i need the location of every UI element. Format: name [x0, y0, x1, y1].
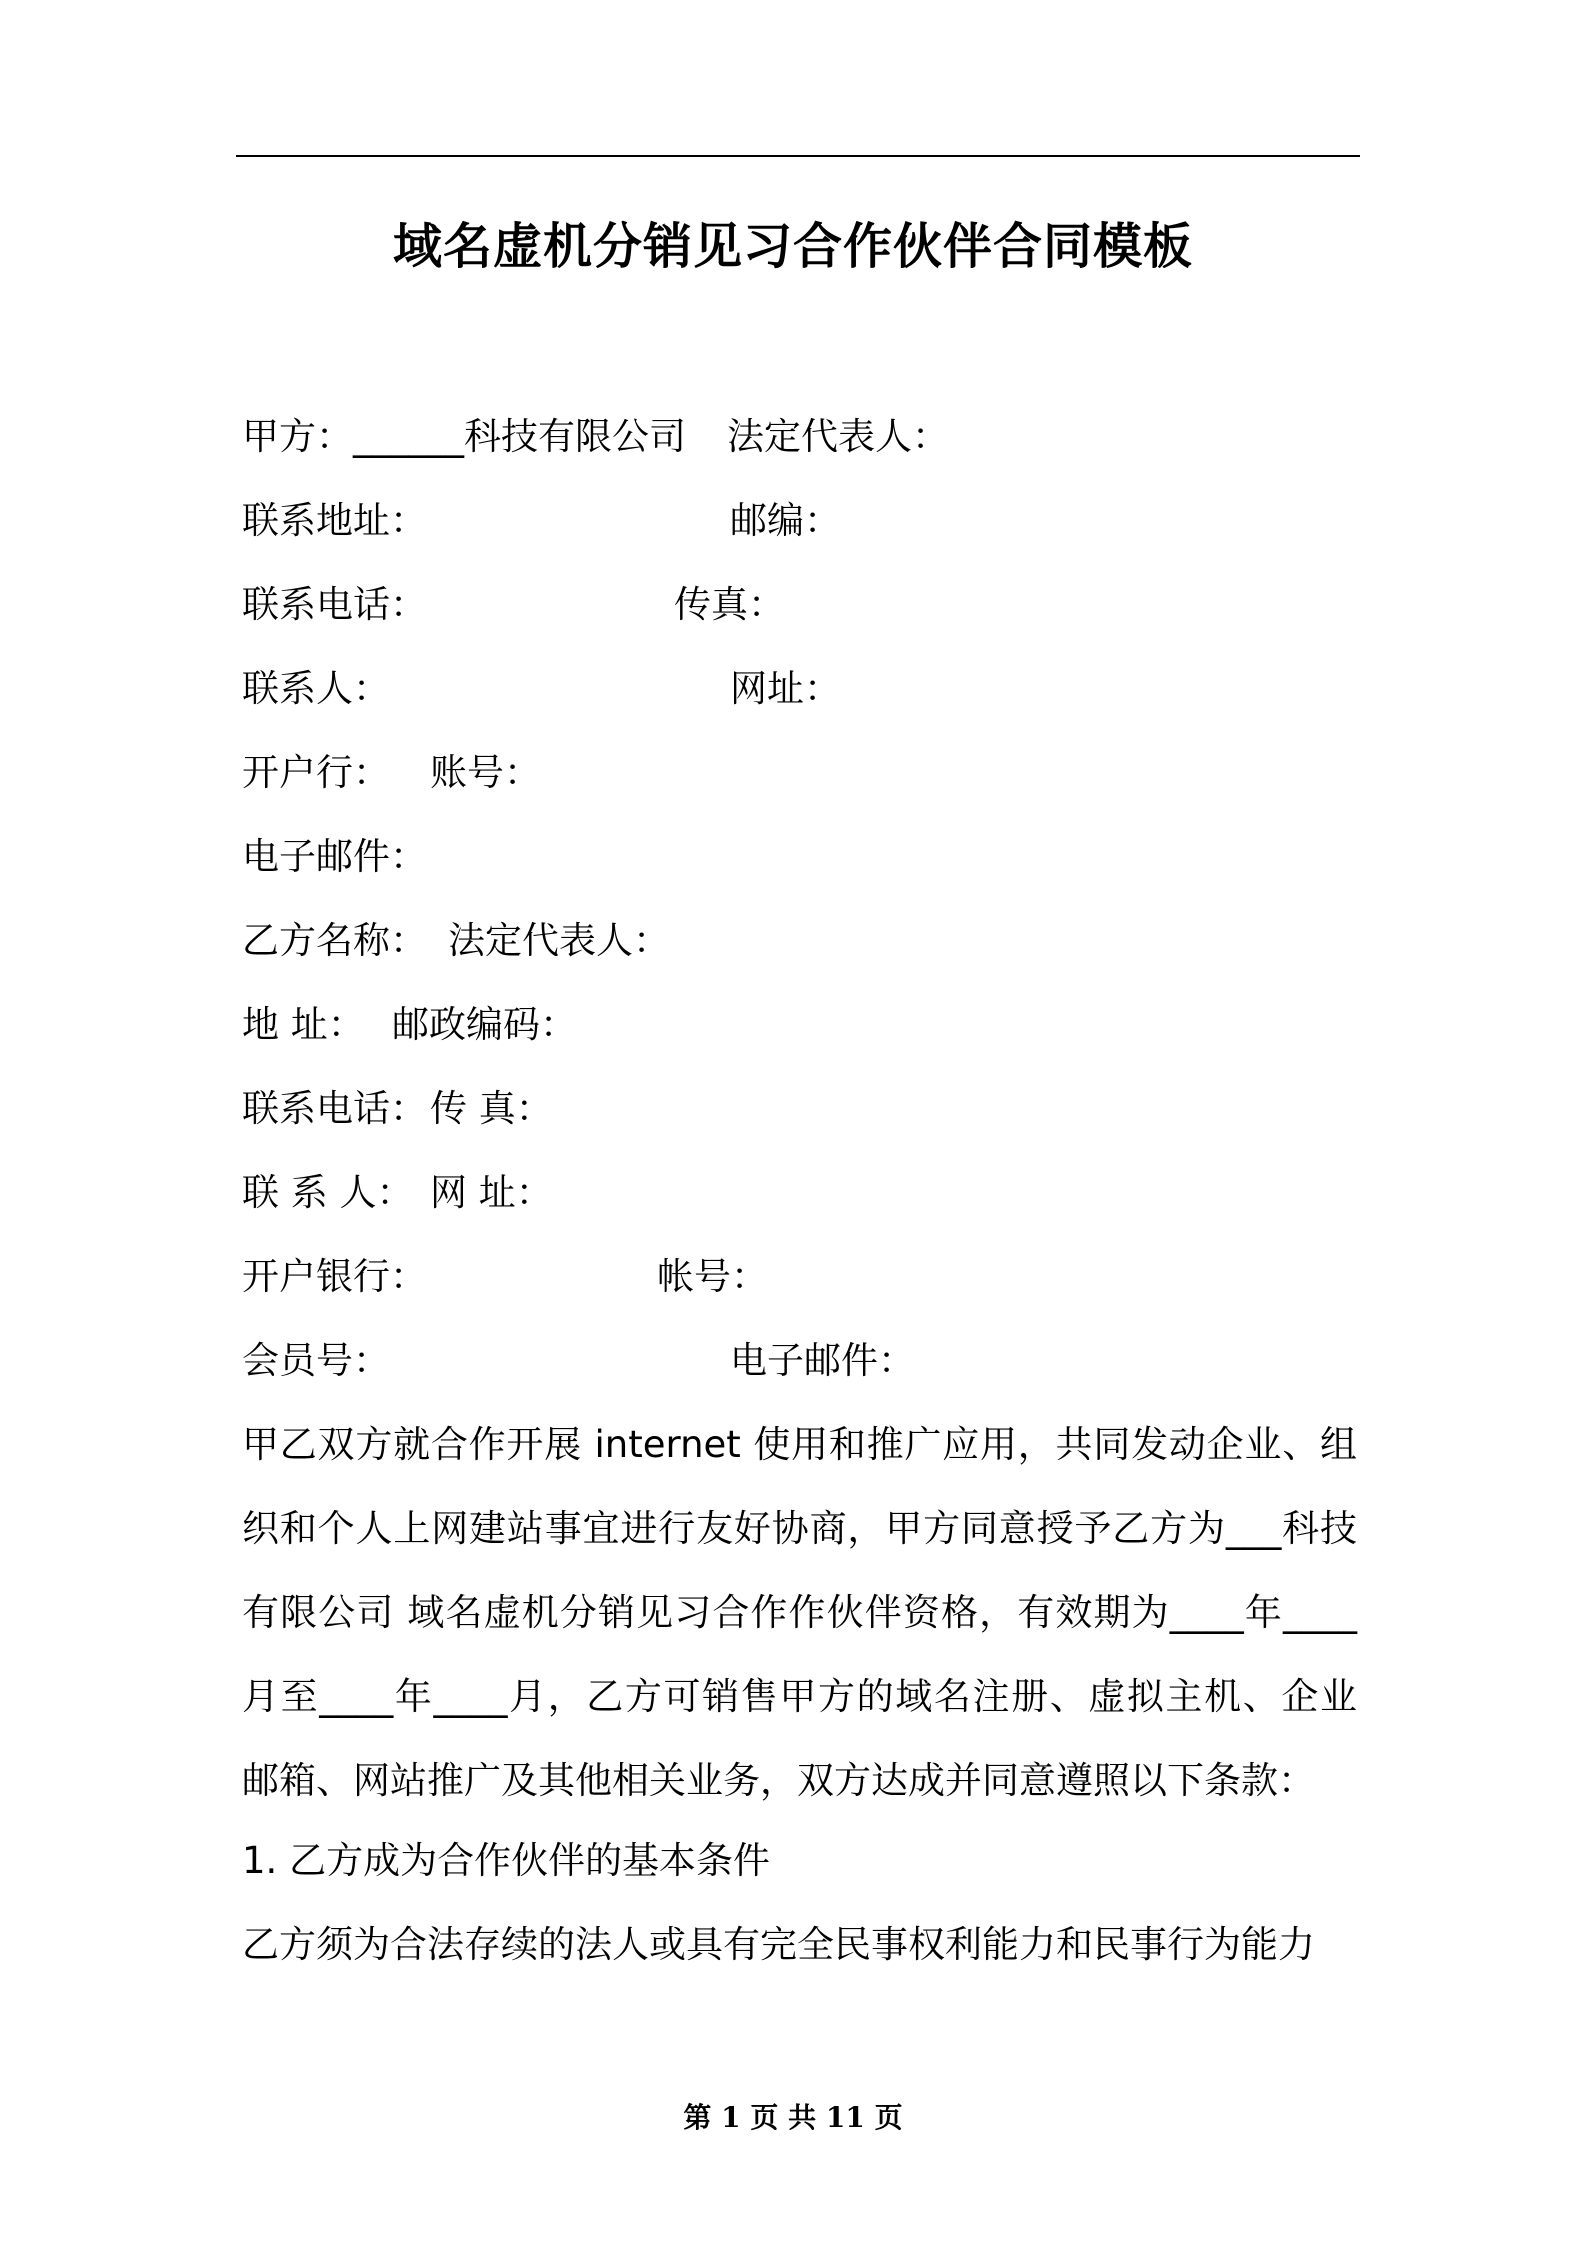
intro-line: 有限公司 域名虚机分销见习合作作伙伴资格，有效期为____年____ — [242, 1591, 1357, 1634]
party-b-postcode: 邮政编码： — [392, 1003, 577, 1046]
document-title: 域名虚机分销见习合作伙伴合同模板 — [392, 218, 1193, 275]
party-a-account: 账号： — [430, 751, 541, 794]
party-a-website: 网址： — [730, 667, 841, 710]
header-rule — [236, 155, 1360, 157]
party-b-phone: 联系电话： — [242, 1087, 427, 1130]
party-b-email: 电子邮件： — [730, 1339, 915, 1382]
party-a-name: 甲方：______科技有限公司 — [242, 415, 686, 458]
party-a-postcode: 邮编： — [730, 499, 841, 542]
party-a-legal-rep: 法定代表人： — [727, 415, 949, 458]
intro-line: 邮箱、网站推广及其他相关业务，双方达成并同意遵照以下条款： — [242, 1759, 1315, 1802]
intro-paragraph — [242, 1403, 1357, 1823]
page-number: 第 1 页 共 11 页 — [683, 2101, 903, 2134]
intro-line: 织和个人上网建站事宜进行友好协商，甲方同意授予乙方为___科技 — [242, 1507, 1357, 1550]
party-b-fax: 传 真： — [430, 1087, 553, 1130]
intro-line: 月至____年____月，乙方可销售甲方的域名注册、虚拟主机、企业 — [242, 1675, 1357, 1718]
party-a-email: 电子邮件： — [242, 835, 427, 878]
party-b-account: 帐号： — [657, 1255, 768, 1298]
section-1-text: 乙方须为合法存续的法人或具有完全民事权利能力和民事行为能力 — [242, 1923, 1315, 1966]
party-b-legal-rep: 法定代表人： — [448, 919, 670, 962]
party-b-member-no: 会员号： — [242, 1339, 390, 1382]
party-b-address: 地 址： — [242, 1003, 365, 1046]
party-b-bank: 开户银行： — [242, 1255, 427, 1298]
party-a-bank: 开户行： — [242, 751, 390, 794]
section-1-heading: 1. 乙方成为合作伙伴的基本条件 — [242, 1839, 771, 1882]
party-b-contact: 联 系 人： — [242, 1171, 414, 1214]
party-a-phone: 联系电话： — [242, 583, 427, 626]
party-a-fax: 传真： — [674, 583, 785, 626]
party-b-name: 乙方名称： — [242, 919, 427, 962]
party-a-contact: 联系人： — [242, 667, 390, 710]
intro-line: 甲乙双方就合作开展 internet 使用和推广应用，共同发动企业、组 — [242, 1423, 1357, 1466]
party-a-address: 联系地址： — [242, 499, 427, 542]
party-b-website: 网 址： — [430, 1171, 553, 1214]
